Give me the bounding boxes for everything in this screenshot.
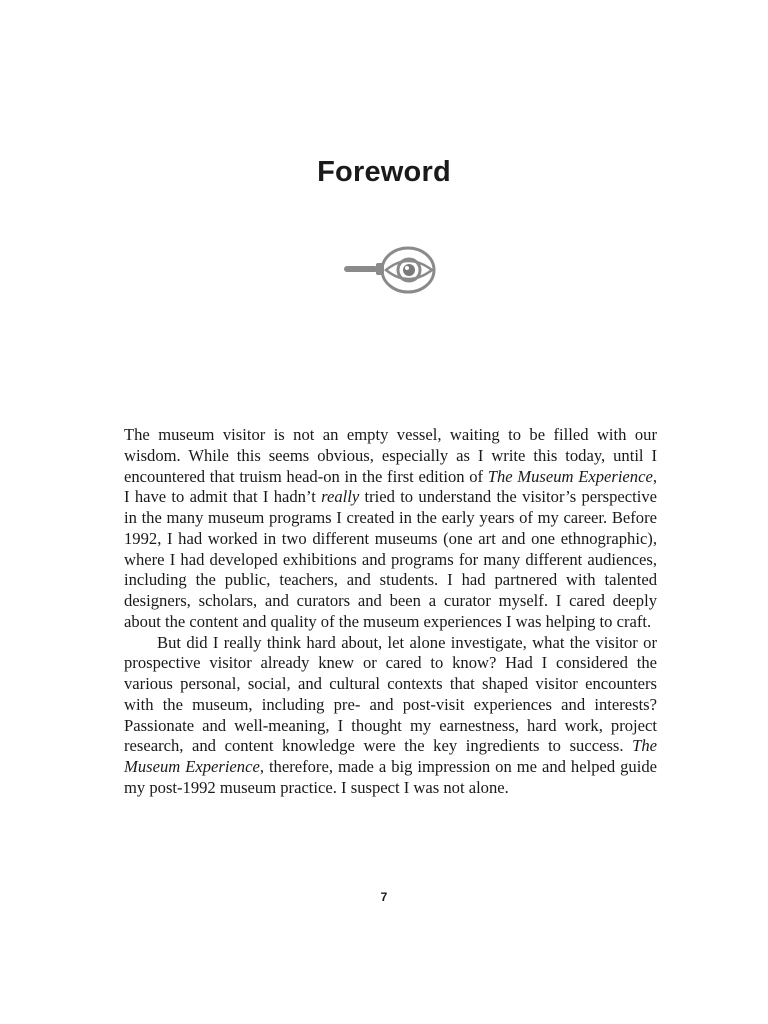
page-title: Foreword <box>317 156 451 188</box>
text-run: , I have to admit that I hadn’t <box>124 466 657 507</box>
foreword-body <box>124 425 657 799</box>
paragraph-2 <box>124 633 657 799</box>
paragraph-1 <box>124 425 657 633</box>
page-number: 7 <box>380 890 388 904</box>
book-title: The Museum Experience <box>124 736 657 776</box>
eye-magnifying-glass-icon <box>342 244 442 296</box>
book-title: The Museum Experience <box>487 466 653 486</box>
text-run: But did I really think hard about, let alone investigate, what the visitor or prospective visitor already knew or cared to know? Had I considered the various personal, social, and cultural contexts that shaped visitor encounters with the museum, including pre- and post-visit experiences and interests? Passionate and well-meaning, I thought my earnestness, hard work, project research, and content knowledge were the key ingredients to success. <box>124 632 657 756</box>
emphasis: really <box>321 487 360 507</box>
text-run: The museum visitor is not an empty vessel, waiting to be filled with our wisdom. While this seems obvious, especially as I write this today, until I encountered that truism head-on in the first edition of <box>124 425 657 486</box>
text-run: tried to understand the visitor’s perspective in the many museum programs I created in the early years of my career. Before 1992, I had worked in two different museums (one art and one ethnographic), where I had developed exhibitions and programs for many different audiences, including the public, teachers, and students. I had partnered with talented designers, scholars, and curators and been a curator myself. I cared deeply about the content and quality of the museum experiences I was helping to craft. <box>124 487 658 631</box>
text-run: , therefore, made a big impression on me and helped guide my post-1992 museum practice. I suspect I was not alone. <box>124 757 657 797</box>
